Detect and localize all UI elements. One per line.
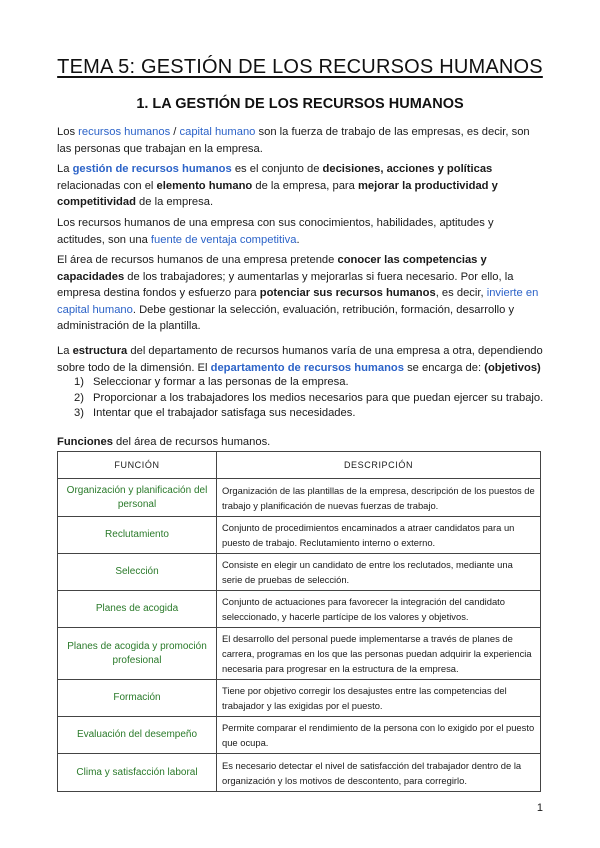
table-row	[58, 754, 541, 792]
paragraph-human-resources: Los recursos humanos / capital humano son la fuerza de trabajo de las empresas, es decir, son las personas que trabajan en la empresa.	[57, 126, 530, 155]
objectives-list	[57, 375, 543, 422]
function-cell: Selección	[58, 554, 217, 591]
term-gestion-rrhh: gestión de recursos humanos	[72, 163, 232, 175]
page-number: 1	[536, 802, 543, 814]
description-cell: Consiste en elegir un candidato de entre los reclutados, mediante una serie de pruebas de selección.	[217, 554, 541, 591]
table-row	[58, 479, 541, 517]
column-header-funcion: FUNCIÓN	[58, 452, 217, 479]
function-cell: Planes de acogida y promoción profesional	[58, 628, 217, 680]
table-row	[58, 680, 541, 717]
column-header-descripcion: DESCRIPCIÓN	[217, 452, 541, 479]
table-row	[58, 517, 541, 554]
functions-title: Funciones del área de recursos humanos.	[57, 436, 271, 448]
description-cell: Permite comparar el rendimiento de la persona con lo exigido por el puesto que ocupa.	[217, 717, 541, 754]
description-cell: Conjunto de procedimientos encaminados a atraer candidatos para un puesto de trabajo. Reclutamiento interno o externo.	[217, 517, 541, 554]
list-number: 2)	[74, 391, 84, 404]
function-cell: Reclutamiento	[58, 517, 217, 554]
paragraph-hr-area: El área de recursos humanos de una empresa pretende conocer las competencias y capacidades de los trabajadores; y aumentarlas y mejorarlas si fuera necesario. Por ello, la empresa destina fondos y esfuerzo para potenciar sus recursos humanos, es decir, invierte en capital humano. Debe gestionar la selección, evaluación, retribución, formación, desarrollo y administración de la plantilla.	[57, 254, 539, 332]
description-cell: El desarrollo del personal puede implementarse a través de planes de carrera, programas en los que las personas puedan adquirir la experiencia necesaria para progresar en la estructura de la empresa.	[217, 628, 541, 680]
paragraph-hr-management: La gestión de recursos humanos es el conjunto de decisiones, acciones y políticas relacionadas con el elemento humano de la empresa, para mejorar la productividad y competitividad de la empresa.	[57, 163, 498, 208]
table-row	[58, 554, 541, 591]
term-departamento-rrhh: departamento de recursos humanos	[210, 361, 404, 374]
term-recursos-humanos: recursos humanos	[78, 126, 171, 138]
function-cell: Clima y satisfacción laboral	[58, 754, 217, 792]
description-cell: Es necesario detectar el nivel de satisfacción del trabajador dentro de la organización y los motivos de descontento, para corregirlo.	[217, 754, 541, 792]
page-title: TEMA 5: GESTIÓN DE LOS RECURSOS HUMANOS	[57, 56, 543, 78]
list-number: 3)	[74, 407, 84, 419]
list-text: Proporcionar a los trabajadores los medios necesarios para que puedan ejercer su trabajo.	[93, 391, 544, 404]
list-item	[57, 391, 543, 407]
list-text: Seleccionar y formar a las personas de la empresa.	[93, 376, 349, 388]
list-item	[57, 375, 543, 391]
table-header-row	[58, 452, 541, 479]
term-ventaja-competitiva: fuente de ventaja competitiva	[150, 233, 297, 246]
table-row	[58, 717, 541, 754]
description-cell: Organización de las plantillas de la empresa, descripción de los puestos de trabajo y planificación de nuevas fuerzas de trabajo.	[217, 479, 541, 517]
table-row	[58, 628, 541, 680]
description-cell: Conjunto de actuaciones para favorecer la integración del candidato seleccionado, y hacerle partícipe de los valores y objetivos.	[217, 591, 541, 628]
term-invierte-capital-humano: invierte en capital humano	[57, 287, 539, 316]
function-cell: Organización y planificación del personal	[58, 479, 217, 517]
section-title: 1. LA GESTIÓN DE LOS RECURSOS HUMANOS	[136, 96, 464, 112]
table-row	[58, 591, 541, 628]
term-capital-humano: capital humano	[179, 126, 256, 138]
paragraph-competitive-advantage: Los recursos humanos de una empresa con sus conocimientos, habilidades, aptitudes y actitudes, son una fuente de ventaja competitiva.	[57, 217, 494, 246]
list-text: Intentar que el trabajador satisfaga sus necesidades.	[93, 407, 356, 419]
functions-table	[57, 451, 541, 792]
list-number: 1)	[74, 376, 84, 388]
list-item	[57, 406, 543, 422]
function-cell: Evaluación del desempeño	[58, 717, 217, 754]
description-cell: Tiene por objetivo corregir los desajustes entre las competencias del trabajador y las exigidas por el puesto.	[217, 680, 541, 717]
function-cell: Planes de acogida	[58, 591, 217, 628]
paragraph-structure: La estructura del departamento de recursos humanos varía de una empresa a otra, dependiendo sobre todo de la dimensión. El departamento de recursos humanos se encarga de: (objetivos)	[57, 345, 543, 374]
function-cell: Formación	[58, 680, 217, 717]
